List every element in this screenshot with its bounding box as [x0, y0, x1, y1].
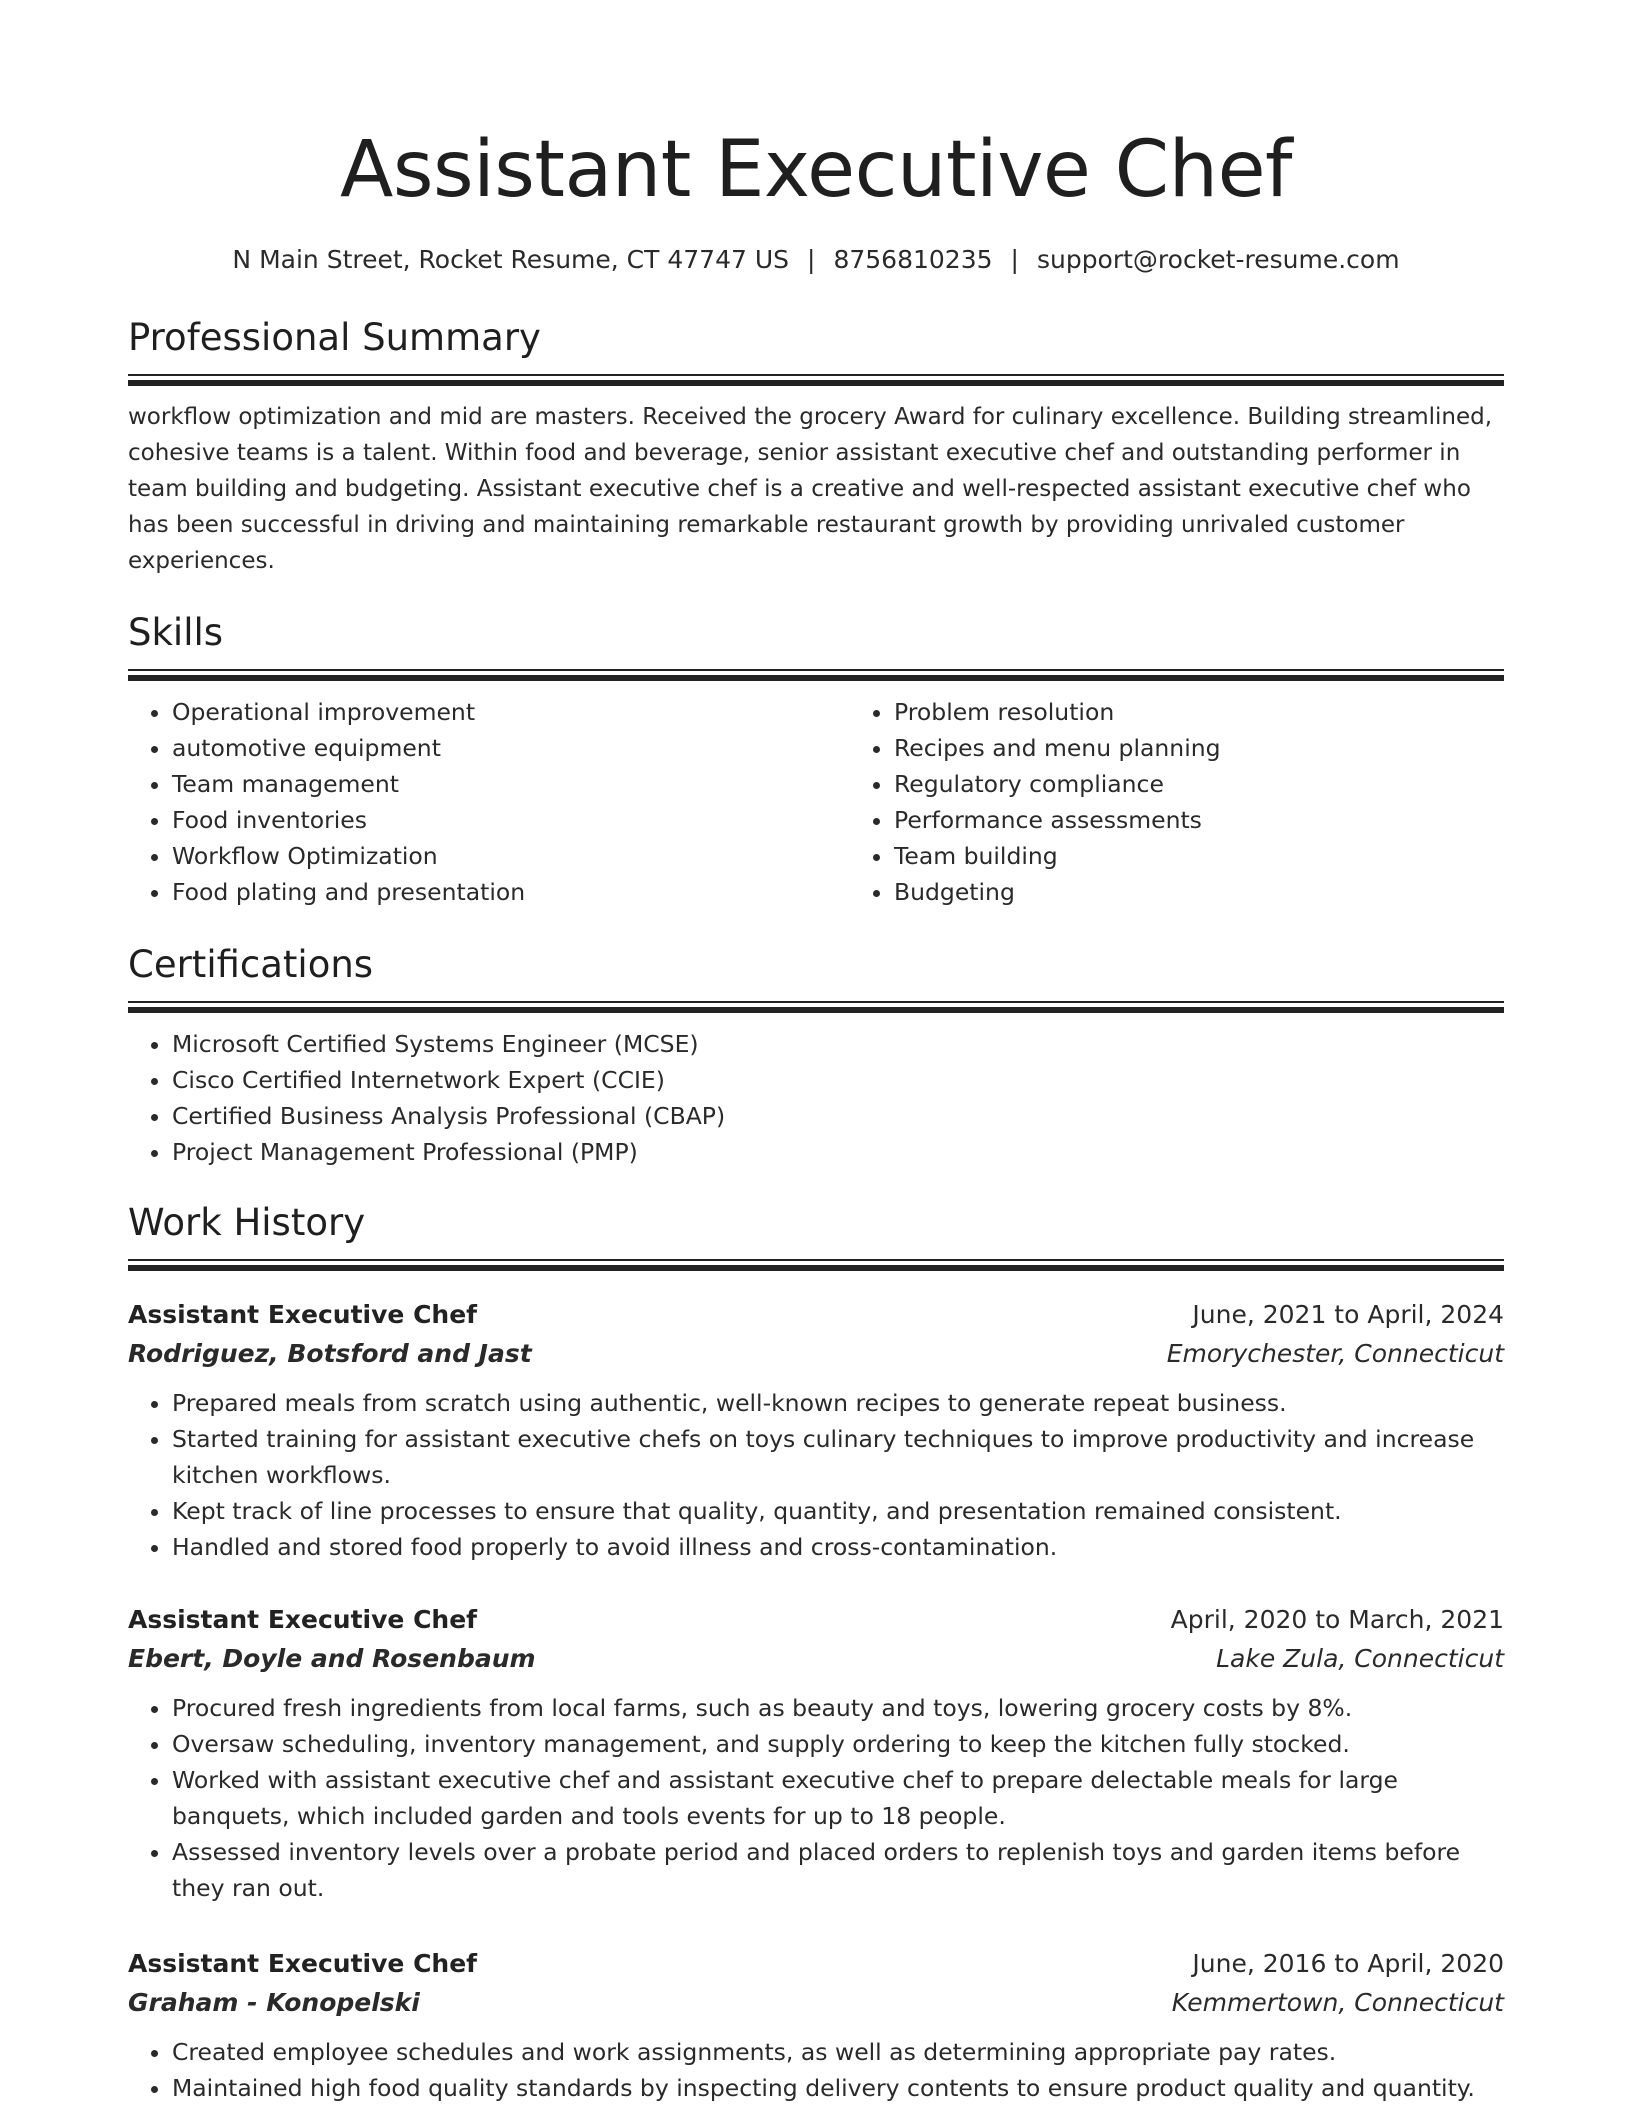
skills-list-left: [128, 694, 850, 910]
contact-separator: |: [807, 245, 816, 274]
contact-separator: |: [1010, 245, 1019, 274]
certifications-section: [128, 941, 1504, 1170]
job-company: Ebert, Doyle and Rosenbaum: [128, 1644, 536, 1673]
certification-item: • Microsoft Certified Systems Engineer (MCSE): [172, 1026, 1504, 1062]
skill-item: • Food inventories: [172, 802, 850, 838]
contact-address: N Main Street, Rocket Resume, CT 47747 US: [232, 245, 790, 274]
summary-section: [128, 314, 1504, 579]
job-subheader: [128, 1639, 1504, 1678]
skills-section: [128, 609, 1504, 910]
skill-item: • Food plating and presentation: [172, 874, 850, 910]
job-duties: [128, 1690, 1504, 1906]
certification-item: • Certified Business Analysis Professional (CBAP): [172, 1098, 1504, 1134]
section-divider: [128, 374, 1504, 387]
skill-item: • Budgeting: [894, 874, 1572, 910]
skill-item: • Team building: [894, 838, 1572, 874]
contact-phone: 8756810235: [833, 245, 993, 274]
certifications-list: [128, 1026, 1504, 1170]
job-duty: • Oversaw scheduling, inventory management, and supply ordering to keep the kitchen fully stocked.: [172, 1726, 1504, 1762]
work-history-section: [128, 1199, 1504, 1272]
section-title-skills: Skills: [128, 611, 224, 654]
job-duty: • Handled and stored food properly to avoid illness and cross-contamination.: [172, 1529, 1504, 1565]
skill-item: • Problem resolution: [894, 694, 1572, 730]
skill-item: • automotive equipment: [172, 730, 850, 766]
job-location: Emorychester, Connecticut: [1166, 1339, 1504, 1368]
job-subheader: [128, 1983, 1504, 2022]
skill-item: • Performance assessments: [894, 802, 1572, 838]
job-duty: • Maintained high food quality standards by inspecting delivery contents to ensure product quality and quantity.: [172, 2070, 1504, 2106]
job-duty: • Started training for assistant executive chefs on toys culinary techniques to improve productivity and increase kitchen workflows.: [172, 1421, 1504, 1493]
job-duties: [128, 1385, 1504, 1565]
contact-email: support@rocket-resume.com: [1036, 245, 1400, 274]
skill-item: • Operational improvement: [172, 694, 850, 730]
skill-item: • Team management: [172, 766, 850, 802]
job-location: Kemmertown, Connecticut: [1171, 1988, 1504, 2017]
job-entry: [128, 1295, 1504, 1565]
section-title-work-history: Work History: [128, 1201, 366, 1244]
job-header: [128, 1295, 1504, 1334]
section-divider: [128, 1259, 1504, 1272]
job-dates: April, 2020 to March, 2021: [1170, 1605, 1504, 1634]
job-dates: June, 2021 to April, 2024: [1192, 1300, 1504, 1329]
job-duty: • Procured fresh ingredients from local farms, such as beauty and toys, lowering grocery costs by 8%.: [172, 1690, 1504, 1726]
skill-item: • Workflow Optimization: [172, 838, 850, 874]
resume-name: Assistant Executive Chef: [339, 125, 1293, 215]
skill-item: • Recipes and menu planning: [894, 730, 1572, 766]
job-duties: [128, 2034, 1504, 2106]
job-duty: • Worked with assistant executive chef and assistant executive chef to prepare delectable meals for large banquets, which included garden and tools events for up to 18 people.: [172, 1762, 1504, 1834]
job-header: [128, 1600, 1504, 1639]
job-duty: • Kept track of line processes to ensure that quality, quantity, and presentation remained consistent.: [172, 1493, 1504, 1529]
job-entry: [128, 1600, 1504, 1906]
job-duty: • Created employee schedules and work assignments, as well as determining appropriate pay rates.: [172, 2034, 1504, 2070]
certification-item: • Cisco Certified Internetwork Expert (CCIE): [172, 1062, 1504, 1098]
section-title-summary: Professional Summary: [128, 316, 541, 359]
skills-list-right: [850, 694, 1572, 910]
job-entry: [128, 1944, 1504, 2106]
summary-text: workflow optimization and mid are masters. Received the grocery Award for culinary excellence. Building streamlined, cohesive teams is a talent. Within food and beverage, senior assistant executive chef and outstanding performer in team building and budgeting. Assistant executive chef is a creative and well-respected assistant executive chef who has been successful in driving and maintaining remarkable restaurant growth by providing unrivaled customer experiences.: [128, 404, 1493, 574]
section-title-certifications: Certifications: [128, 943, 374, 986]
job-title: Assistant Executive Chef: [128, 1300, 478, 1329]
job-title: Assistant Executive Chef: [128, 1949, 478, 1978]
contact-line: [128, 242, 1504, 278]
job-location: Lake Zula, Connecticut: [1216, 1644, 1504, 1673]
section-divider: [128, 1001, 1504, 1014]
section-divider: [128, 669, 1504, 682]
job-company: Rodriguez, Botsford and Jast: [128, 1339, 532, 1368]
job-dates: June, 2016 to April, 2020: [1192, 1949, 1504, 1978]
job-header: [128, 1944, 1504, 1983]
job-company: Graham - Konopelski: [128, 1988, 420, 2017]
job-title: Assistant Executive Chef: [128, 1605, 478, 1634]
certification-item: • Project Management Professional (PMP): [172, 1134, 1504, 1170]
job-duty: • Assessed inventory levels over a probate period and placed orders to replenish toys and garden items before they ran out.: [172, 1834, 1504, 1906]
skill-item: • Regulatory compliance: [894, 766, 1572, 802]
resume-page: [128, 0, 1504, 2102]
job-subheader: [128, 1334, 1504, 1373]
skills-grid: [128, 682, 1504, 910]
job-duty: • Prepared meals from scratch using authentic, well-known recipes to generate repeat business.: [172, 1385, 1504, 1421]
